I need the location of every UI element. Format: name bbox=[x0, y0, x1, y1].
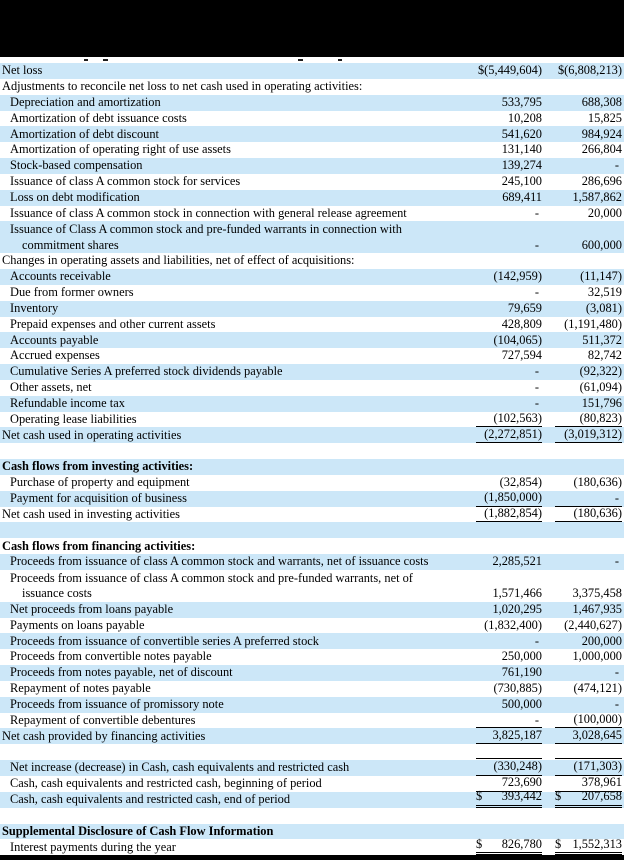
section-header-row bbox=[0, 538, 624, 554]
statement-row bbox=[0, 317, 624, 333]
amount-value: (730,885) bbox=[493, 681, 542, 696]
row-label: Cash flows from financing activities: bbox=[2, 538, 196, 553]
statement-row bbox=[0, 269, 624, 285]
amount-value: - bbox=[614, 158, 619, 173]
amount-value: - bbox=[534, 712, 539, 727]
amount-value: 79,659 bbox=[507, 300, 542, 315]
amount-col1 bbox=[476, 490, 542, 507]
amount-col1 bbox=[476, 190, 542, 206]
row-label bbox=[0, 222, 476, 253]
amount-value: (102,563) bbox=[493, 410, 542, 425]
amount-col1 bbox=[476, 602, 542, 618]
amount-value: 1,552,313 bbox=[572, 836, 622, 851]
statement-row bbox=[0, 79, 624, 95]
statement-row bbox=[0, 396, 624, 412]
row-label: Net increase (decrease) in Cash, cash equivalents and restricted cash bbox=[10, 760, 350, 775]
row-label: Cash, cash equivalents and restricted cash, end of period bbox=[10, 792, 291, 807]
amount-col2 bbox=[555, 728, 622, 745]
amount-value: 500,000 bbox=[501, 697, 542, 711]
amount-value: (2,440,627) bbox=[564, 617, 622, 632]
amount-col1 bbox=[476, 285, 542, 301]
amount-value: 1,020,295 bbox=[492, 601, 542, 616]
statement-row bbox=[0, 697, 624, 713]
amount-col2 bbox=[555, 697, 622, 713]
row-label: Depreciation and amortization bbox=[10, 94, 161, 109]
row-label-line1: Issuance of Class A common stock and pre-funded warrants in connection with bbox=[10, 221, 402, 236]
statement-row bbox=[0, 618, 624, 634]
amount-value: (80,823) bbox=[579, 410, 622, 425]
row-label: Proceeds from issuance of class A common stock and warrants, net of issuance costs bbox=[10, 554, 429, 569]
statement-row bbox=[0, 63, 624, 79]
amount-col1 bbox=[476, 634, 542, 650]
amount-col2 bbox=[555, 618, 622, 634]
row-label: Accounts payable bbox=[10, 332, 99, 347]
amount-value: 3,028,645 bbox=[572, 727, 622, 742]
statement-row bbox=[0, 789, 624, 808]
amount-value: - bbox=[614, 697, 619, 711]
amount-col2 bbox=[555, 174, 622, 190]
amount-value: (474,121) bbox=[573, 681, 622, 696]
amount-col1 bbox=[476, 396, 542, 412]
row-label: Proceeds from convertible notes payable bbox=[10, 649, 212, 664]
amount-value: 3,375,458 bbox=[572, 586, 622, 601]
amount-col2 bbox=[555, 127, 622, 143]
amount-col2 bbox=[555, 238, 622, 254]
statement-row bbox=[0, 158, 624, 174]
amount-value: 533,795 bbox=[501, 94, 542, 109]
amount-col2 bbox=[555, 649, 622, 665]
amount-col1 bbox=[476, 206, 542, 222]
amount-col1 bbox=[476, 665, 542, 681]
amount-col2 bbox=[555, 206, 622, 222]
spacer-row bbox=[0, 808, 624, 824]
statement-row bbox=[0, 174, 624, 190]
amount-value: (1,832,400) bbox=[484, 617, 542, 632]
spacer-row bbox=[0, 443, 624, 459]
statement-row bbox=[0, 507, 624, 523]
amount-col2 bbox=[555, 554, 622, 570]
statement-row bbox=[0, 475, 624, 491]
amount-col1 bbox=[476, 681, 542, 697]
amount-col2 bbox=[555, 491, 622, 507]
dollar-sign: $ bbox=[476, 836, 483, 851]
amount-col1 bbox=[476, 301, 542, 317]
amount-col2 bbox=[555, 712, 622, 729]
amount-value: 689,411 bbox=[502, 190, 542, 204]
row-label: Net cash used in investing activities bbox=[2, 506, 180, 521]
amount-value: 15,825 bbox=[587, 110, 622, 125]
amount-value: 600,000 bbox=[581, 237, 622, 252]
amount-col2 bbox=[555, 158, 622, 174]
amount-col1 bbox=[476, 758, 542, 776]
amount-col2 bbox=[555, 665, 622, 681]
amount-col1 bbox=[476, 427, 542, 444]
row-label: Net proceeds from loans payable bbox=[10, 601, 174, 616]
amount-col1 bbox=[476, 127, 542, 143]
amount-value: 245,100 bbox=[501, 174, 542, 189]
amount-value: (32,854) bbox=[499, 475, 542, 490]
amount-value: 511,372 bbox=[582, 332, 622, 347]
amount-value: (3,019,312) bbox=[564, 426, 622, 441]
amount-value: - bbox=[614, 554, 619, 569]
amount-value: (100,000) bbox=[573, 711, 622, 726]
amount-col2 bbox=[555, 634, 622, 650]
row-label: Cumulative Series A preferred stock dividends payable bbox=[10, 364, 283, 379]
row-label: Net loss bbox=[2, 63, 43, 78]
amount-value: 32,519 bbox=[587, 285, 622, 300]
amount-value: - bbox=[534, 237, 539, 252]
row-label: Net cash used in operating activities bbox=[2, 427, 182, 442]
amount-col1 bbox=[476, 618, 542, 634]
statement-row bbox=[0, 364, 624, 380]
amount-col1 bbox=[476, 142, 542, 158]
amount-col2 bbox=[555, 142, 622, 158]
amount-value: (180,636) bbox=[573, 505, 622, 520]
row-label: Inventory bbox=[10, 300, 59, 315]
amount-col1 bbox=[476, 317, 542, 333]
statement-row bbox=[0, 190, 624, 206]
statement-row bbox=[0, 332, 624, 348]
amount-col2 bbox=[555, 269, 622, 285]
amount-value: 984,924 bbox=[581, 126, 622, 141]
statement-row bbox=[0, 570, 624, 602]
statement-row bbox=[0, 760, 624, 776]
statement-row bbox=[0, 728, 624, 744]
amount-col1 bbox=[476, 253, 542, 269]
statement-row bbox=[0, 348, 624, 364]
row-label-line2: commitment shares bbox=[22, 237, 119, 252]
text-remnant-mark bbox=[338, 59, 342, 61]
amount-col2 bbox=[555, 586, 622, 602]
amount-value: 1,467,935 bbox=[572, 601, 622, 616]
row-label: Issuance of class A common stock for services bbox=[10, 174, 241, 189]
amount-col1 bbox=[476, 95, 542, 111]
amount-col1 bbox=[476, 411, 542, 428]
statement-row bbox=[0, 95, 624, 111]
amount-col1 bbox=[476, 506, 542, 523]
amount-col1 bbox=[476, 79, 542, 95]
amount-value: - bbox=[614, 665, 619, 680]
amount-value: 250,000 bbox=[501, 649, 542, 664]
row-label: Cash flows from investing activities: bbox=[2, 459, 194, 474]
amount-col2 bbox=[555, 190, 622, 206]
row-label: Purchase of property and equipment bbox=[10, 475, 190, 490]
bottom-black-bar bbox=[0, 855, 624, 860]
amount-value: 207,658 bbox=[581, 789, 622, 804]
row-label-line2: issuance costs bbox=[22, 586, 92, 601]
row-label: Adjustments to reconcile net loss to net cash used in operating activities: bbox=[2, 79, 363, 94]
amount-value: - bbox=[534, 205, 539, 220]
amount-value: 378,961 bbox=[581, 775, 622, 790]
amount-value: 1,587,862 bbox=[572, 190, 622, 204]
row-label: Other assets, net bbox=[10, 380, 92, 395]
amount-value: 3,825,187 bbox=[492, 727, 542, 742]
amount-value: (92,322) bbox=[579, 364, 622, 379]
amount-col2 bbox=[555, 95, 622, 111]
statement-row bbox=[0, 221, 624, 253]
amount-col1 bbox=[476, 158, 542, 174]
spacer-row bbox=[0, 522, 624, 538]
amount-col2 bbox=[555, 602, 622, 618]
section-header-row bbox=[0, 459, 624, 475]
text-remnant-mark bbox=[103, 59, 108, 61]
amount-value: 826,780 bbox=[501, 836, 542, 851]
row-label: Loss on debt modification bbox=[10, 190, 140, 204]
row-label: Accrued expenses bbox=[10, 348, 100, 363]
amount-value: - bbox=[534, 285, 539, 300]
amount-col2 bbox=[555, 396, 622, 412]
amount-col2 bbox=[555, 681, 622, 697]
amount-value: - bbox=[534, 395, 539, 410]
statement-row bbox=[0, 602, 624, 618]
row-label: Refundable income tax bbox=[10, 395, 125, 410]
amount-value: (171,303) bbox=[573, 759, 622, 774]
statement-row bbox=[0, 649, 624, 665]
amount-col1 bbox=[476, 554, 542, 570]
amount-col1 bbox=[476, 697, 542, 713]
row-label: Net cash provided by financing activities bbox=[2, 728, 206, 743]
amount-value: (104,065) bbox=[493, 332, 542, 347]
top-black-bar bbox=[0, 0, 624, 57]
amount-value: 82,742 bbox=[587, 348, 622, 363]
amount-value: 10,208 bbox=[507, 110, 542, 125]
amount-col2 bbox=[555, 837, 622, 856]
amount-col2 bbox=[555, 285, 622, 301]
row-label: Payment for acquisition of business bbox=[10, 491, 187, 506]
statement-row bbox=[0, 206, 624, 222]
statement-row bbox=[0, 427, 624, 443]
statement-row bbox=[0, 142, 624, 158]
row-label: Issuance of class A common stock in connection with general release agreement bbox=[10, 205, 407, 220]
amount-value: $(6,808,213) bbox=[557, 63, 622, 78]
statement-row bbox=[0, 412, 624, 428]
cropped-row-remnant bbox=[0, 57, 624, 63]
amount-value: 761,190 bbox=[501, 665, 542, 680]
amount-value: (330,248) bbox=[493, 759, 542, 774]
row-label: Due from former owners bbox=[10, 285, 134, 300]
row-label: Repayment of convertible debentures bbox=[10, 712, 196, 727]
amount-col1 bbox=[476, 789, 542, 808]
amount-col2 bbox=[555, 758, 622, 776]
amount-col1 bbox=[476, 174, 542, 190]
amount-value: - bbox=[534, 364, 539, 379]
statement-row bbox=[0, 285, 624, 301]
statement-row bbox=[0, 713, 624, 729]
statement-row bbox=[0, 111, 624, 127]
amount-col1 bbox=[476, 63, 542, 79]
row-label: Proceeds from issuance of convertible series A preferred stock bbox=[10, 633, 319, 648]
cash-flow-statement-table bbox=[0, 63, 624, 855]
amount-col2 bbox=[555, 475, 622, 491]
text-remnant-mark bbox=[84, 59, 88, 61]
amount-col1 bbox=[476, 586, 542, 602]
statement-row bbox=[0, 380, 624, 396]
amount-col2 bbox=[555, 539, 622, 555]
statement-row bbox=[0, 681, 624, 697]
row-label-line1: Proceeds from issuance of class A common stock and pre-funded warrants, net of bbox=[10, 570, 413, 585]
statement-row bbox=[0, 126, 624, 142]
row-label bbox=[0, 571, 476, 602]
row-label: Repayment of notes payable bbox=[10, 681, 151, 696]
amount-col2 bbox=[555, 789, 622, 808]
amount-col1 bbox=[476, 333, 542, 349]
row-label: Amortization of debt issuance costs bbox=[10, 110, 187, 125]
amount-value: (11,147) bbox=[580, 269, 622, 284]
amount-value: (2,272,851) bbox=[484, 426, 542, 441]
row-label: Changes in operating assets and liabilities, net of effect of acquisitions: bbox=[2, 253, 355, 268]
amount-col2 bbox=[555, 459, 622, 475]
amount-value: 688,308 bbox=[581, 94, 622, 109]
statement-row bbox=[0, 554, 624, 570]
row-label: Proceeds from notes payable, net of discount bbox=[10, 665, 233, 680]
amount-col2 bbox=[555, 411, 622, 428]
row-label: Amortization of debt discount bbox=[10, 126, 160, 141]
amount-col2 bbox=[555, 348, 622, 364]
amount-col1 bbox=[476, 459, 542, 475]
row-label: Prepaid expenses and other current assets bbox=[10, 316, 216, 331]
dollar-sign: $ bbox=[555, 789, 562, 804]
amount-col1 bbox=[476, 713, 542, 729]
statement-row bbox=[0, 665, 624, 681]
amount-col1 bbox=[476, 380, 542, 396]
amount-col1 bbox=[476, 111, 542, 127]
statement-row bbox=[0, 301, 624, 317]
row-label: Operating lease liabilities bbox=[10, 411, 137, 426]
row-label: Accounts receivable bbox=[10, 269, 111, 284]
amount-col2 bbox=[555, 79, 622, 95]
amount-value: 151,796 bbox=[581, 395, 622, 410]
amount-value: 139,274 bbox=[501, 158, 542, 173]
dollar-sign: $ bbox=[555, 836, 562, 851]
row-label: Cash, cash equivalents and restricted cash, beginning of period bbox=[10, 776, 322, 791]
amount-value: (3,081) bbox=[585, 300, 622, 315]
amount-value: (61,094) bbox=[579, 380, 622, 395]
amount-col2 bbox=[555, 506, 622, 523]
statement-row bbox=[0, 253, 624, 269]
amount-value: 428,809 bbox=[501, 316, 542, 331]
statement-row bbox=[0, 633, 624, 649]
amount-col1 bbox=[476, 837, 542, 856]
amount-value: 1,571,466 bbox=[492, 586, 542, 601]
amount-col1 bbox=[476, 269, 542, 285]
amount-col2 bbox=[555, 301, 622, 317]
row-label: Supplemental Disclosure of Cash Flow Information bbox=[2, 823, 274, 838]
amount-col2 bbox=[555, 333, 622, 349]
amount-value: - bbox=[614, 491, 619, 506]
amount-value: 2,285,521 bbox=[492, 554, 542, 569]
amount-col2 bbox=[555, 427, 622, 444]
amount-value: - bbox=[534, 633, 539, 648]
amount-col1 bbox=[476, 348, 542, 364]
amount-col1 bbox=[476, 649, 542, 665]
amount-value: (1,882,854) bbox=[484, 505, 542, 520]
amount-value: 20,000 bbox=[587, 205, 622, 220]
amount-value: 200,000 bbox=[581, 633, 622, 648]
amount-value: 1,000,000 bbox=[572, 649, 622, 664]
amount-value: 266,804 bbox=[581, 142, 622, 157]
row-label: Stock-based compensation bbox=[10, 158, 143, 173]
amount-value: (180,636) bbox=[573, 475, 622, 490]
text-remnant-mark bbox=[298, 59, 303, 61]
amount-col1 bbox=[476, 238, 542, 254]
amount-col2 bbox=[555, 63, 622, 79]
amount-col2 bbox=[555, 253, 622, 269]
statement-row bbox=[0, 836, 624, 855]
row-label: Interest payments during the year bbox=[10, 839, 176, 854]
statement-row bbox=[0, 491, 624, 507]
row-label: Payments on loans payable bbox=[10, 617, 145, 632]
row-label: Amortization of operating right of use assets bbox=[10, 142, 231, 157]
amount-value: 393,442 bbox=[501, 789, 542, 804]
amount-value: (142,959) bbox=[493, 269, 542, 284]
amount-col1 bbox=[476, 728, 542, 745]
amount-value: (1,850,000) bbox=[484, 490, 542, 505]
amount-value: - bbox=[534, 380, 539, 395]
amount-col2 bbox=[555, 380, 622, 396]
amount-col2 bbox=[555, 317, 622, 333]
amount-col1 bbox=[476, 539, 542, 555]
amount-col2 bbox=[555, 111, 622, 127]
amount-value: 723,690 bbox=[501, 775, 542, 790]
amount-value: (1,191,480) bbox=[564, 316, 622, 331]
amount-value: $(5,449,604) bbox=[477, 63, 542, 78]
amount-value: 541,620 bbox=[501, 126, 542, 141]
row-label: Proceeds from issuance of promissory note bbox=[10, 697, 224, 711]
amount-col1 bbox=[476, 475, 542, 491]
amount-value: 131,140 bbox=[501, 142, 542, 157]
amount-value: 286,696 bbox=[581, 174, 622, 189]
amount-value: 727,594 bbox=[501, 348, 542, 363]
amount-col2 bbox=[555, 364, 622, 380]
amount-col1 bbox=[476, 364, 542, 380]
dollar-sign: $ bbox=[476, 789, 483, 804]
